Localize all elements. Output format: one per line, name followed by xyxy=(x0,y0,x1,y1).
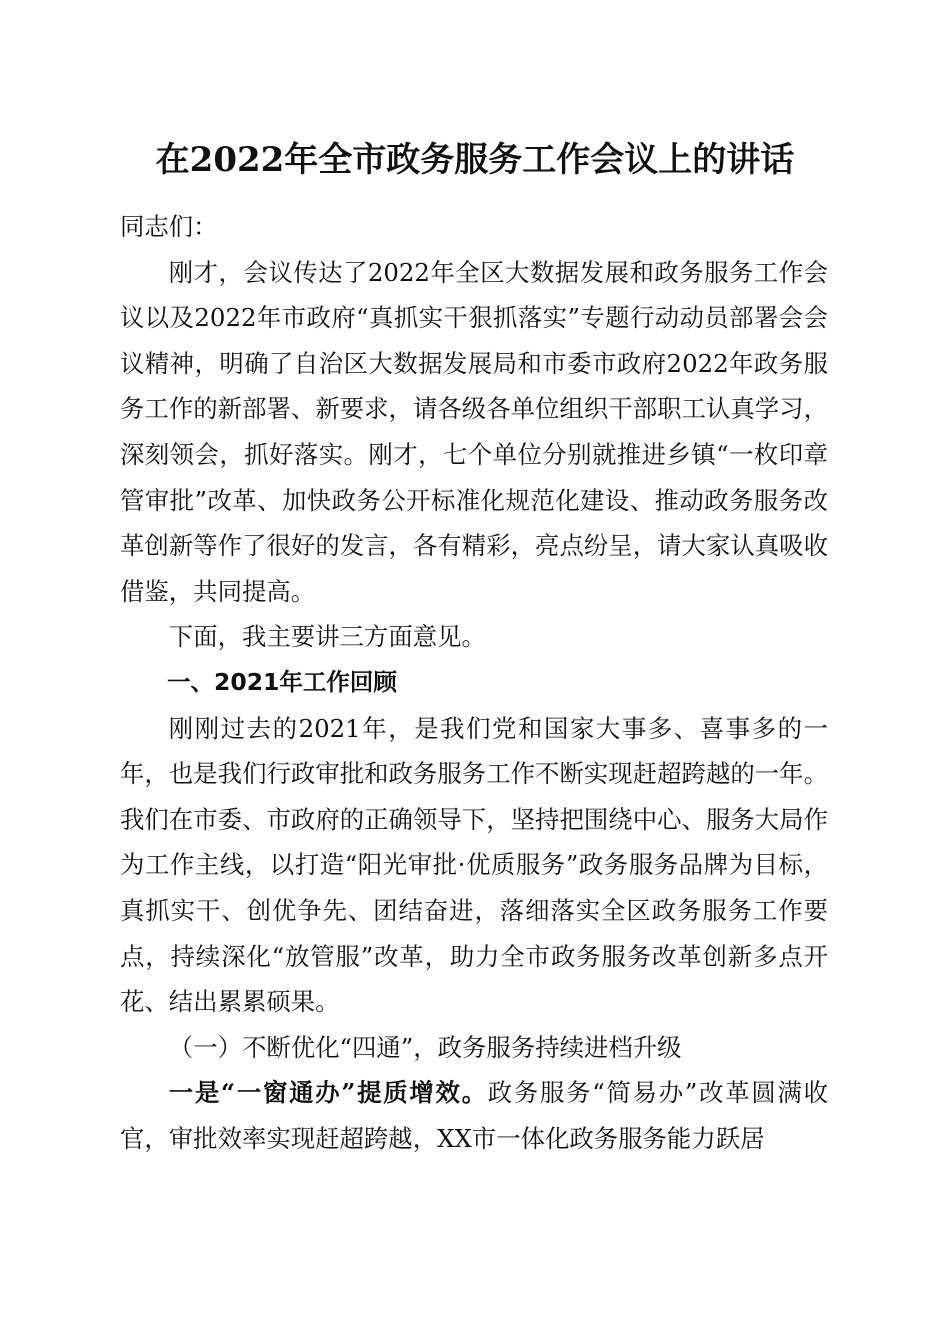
greeting: 同志们： xyxy=(120,212,218,241)
point-text: 政务服务“简易办”改革圆满收官，审批效率实现赶超跨越，XX市一体化政务服务能力跃居 xyxy=(120,1078,828,1153)
document-body xyxy=(120,204,828,1161)
section-heading-1: 一、2021年工作回顾 xyxy=(167,667,397,696)
point-lead: 一是“一窗通办”提质增效。 xyxy=(168,1078,488,1108)
document-title: 在2022年全市政务服务工作会议上的讲话 xyxy=(155,140,795,180)
paragraph-review: 刚刚过去的2021年，是我们党和国家大事多、喜事多的一年，也是我们行政审批和政务服务工作不断实现赶超跨越的一年。我们在市委、市政府的正确领导下，坚持把围绕中心、服务大局作为工作主线，以打造“阳光审批·优质服务”政务服务品牌为目标，真抓实干、创优争先、团结奋进，落细落实全区政务服务工作要点，持续深化“放管服”改革，助力全市政务服务改革创新多点开花、结出累累硕果。 xyxy=(120,713,828,1017)
paragraph-outline: 下面，我主要讲三方面意见。 xyxy=(168,622,486,652)
paragraph-opening: 刚才，会议传达了2022年全区大数据发展和政务服务工作会议以及2022年市政府“真抓实干狠抓落实”专题行动动员部署会会议精神，明确了自治区大数据发展局和市委市政府2022年政务服务工作的新部署、新要求，请各级各单位组织干部职工认真学习，深刻领会，抓好落实。刚才，七个单位分别就推进乡镇“一枚印章管审批”改革、加快政务公开标准化规范化建设、推动政务服务改革创新等作了很好的发言，各有精彩，亮点纷呈，请大家认真吸收借鉴，共同提高。 xyxy=(120,257,828,606)
paragraph-point-1 xyxy=(120,1070,828,1161)
subsection-heading-1: （一）不断优化“四通”，政务服务持续进档升级 xyxy=(168,1032,682,1062)
